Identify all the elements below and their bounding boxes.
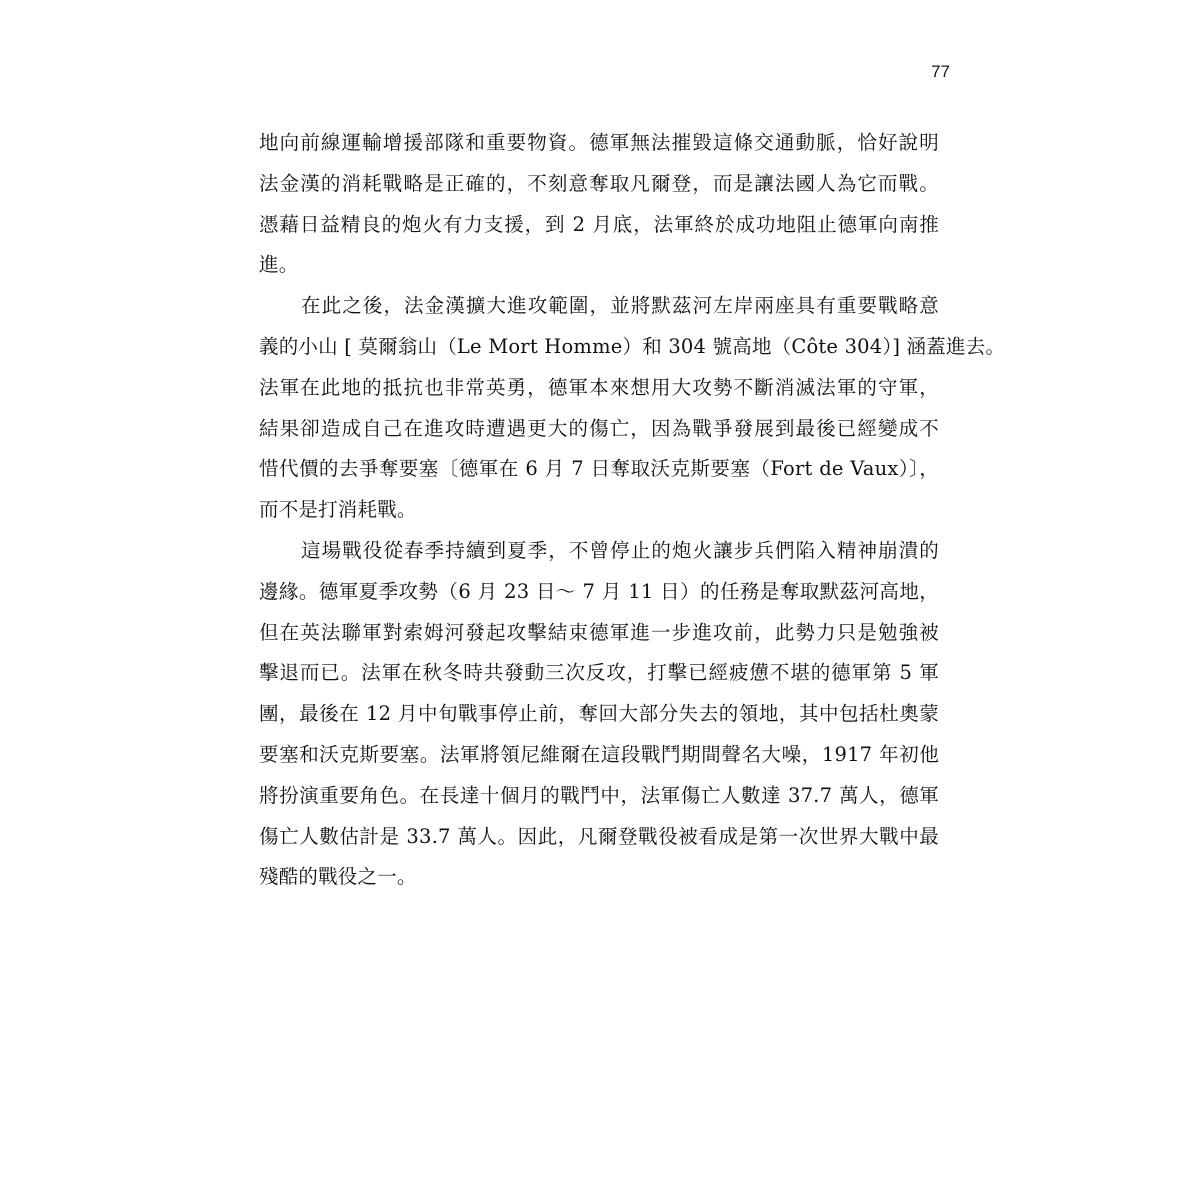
paragraph-2 bbox=[259, 286, 1006, 531]
text-line: 進。 bbox=[259, 253, 299, 277]
text-line: 傷亡人數估計是 33.7 萬人。因此，凡爾登戰役被看成是第一次世界大戰中最 bbox=[259, 824, 939, 848]
text-line: 法軍在此地的抵抗也非常英勇，德軍本來想用大攻勢不斷消滅法軍的守軍， bbox=[259, 375, 939, 399]
text-line: 擊退而已。法軍在秋冬時共發動三次反攻，打擊已經疲憊不堪的德軍第 5 軍 bbox=[259, 661, 939, 685]
text-line: 惜代價的去爭奪要塞〔德軍在 6 月 7 日奪取沃克斯要塞（Fort de Vaux）〕， bbox=[259, 457, 939, 481]
text-line: 邊緣。德軍夏季攻勢（6 月 23 日～ 7 月 11 日）的任務是奪取默茲河高地， bbox=[259, 579, 939, 603]
text-line: 這場戰役從春季持續到夏季，不曾停止的炮火讓步兵們陷入精神崩潰的 bbox=[301, 538, 939, 562]
text-line: 將扮演重要角色。在長達十個月的戰鬥中，法軍傷亡人數達 37.7 萬人，德軍 bbox=[259, 783, 939, 807]
text-line: 法金漢的消耗戰略是正確的，不刻意奪取凡爾登，而是讓法國人為它而戰。 bbox=[259, 171, 939, 195]
text-line: 憑藉日益精良的炮火有力支援，到 2 月底，法軍終於成功地阻止德軍向南推 bbox=[259, 212, 939, 236]
paragraph-3 bbox=[259, 531, 939, 898]
text-line: 義的小山 [ 莫爾翁山（Le Mort Homme）和 304 號高地（Côte 304）] 涵蓋進去。 bbox=[259, 334, 1006, 358]
text-line: 但在英法聯軍對索姆河發起攻擊結束德軍進一步進攻前，此勢力只是勉強被 bbox=[259, 620, 939, 644]
text-line: 殘酷的戰役之一。 bbox=[259, 865, 417, 889]
text-line: 結果卻造成自己在進攻時遭遇更大的傷亡，因為戰爭發展到最後已經變成不 bbox=[259, 416, 939, 440]
text-line: 地向前線運輸增援部隊和重要物資。德軍無法摧毀這條交通動脈，恰好說明 bbox=[259, 131, 939, 154]
page-number: 77 bbox=[931, 62, 950, 81]
paragraph-1 bbox=[259, 123, 939, 286]
text-line: 要塞和沃克斯要塞。法軍將領尼維爾在這段戰鬥期間聲名大噪，1917 年初他 bbox=[259, 742, 939, 766]
text-line: 團，最後在 12 月中旬戰事停止前，奪回大部分失去的領地，其中包括杜奧蒙 bbox=[259, 702, 939, 726]
text-line: 而不是打消耗戰。 bbox=[259, 498, 417, 522]
text-line: 在此之後，法金漢擴大進攻範圍，並將默茲河左岸兩座具有重要戰略意 bbox=[301, 294, 939, 318]
body-text bbox=[259, 123, 1006, 898]
